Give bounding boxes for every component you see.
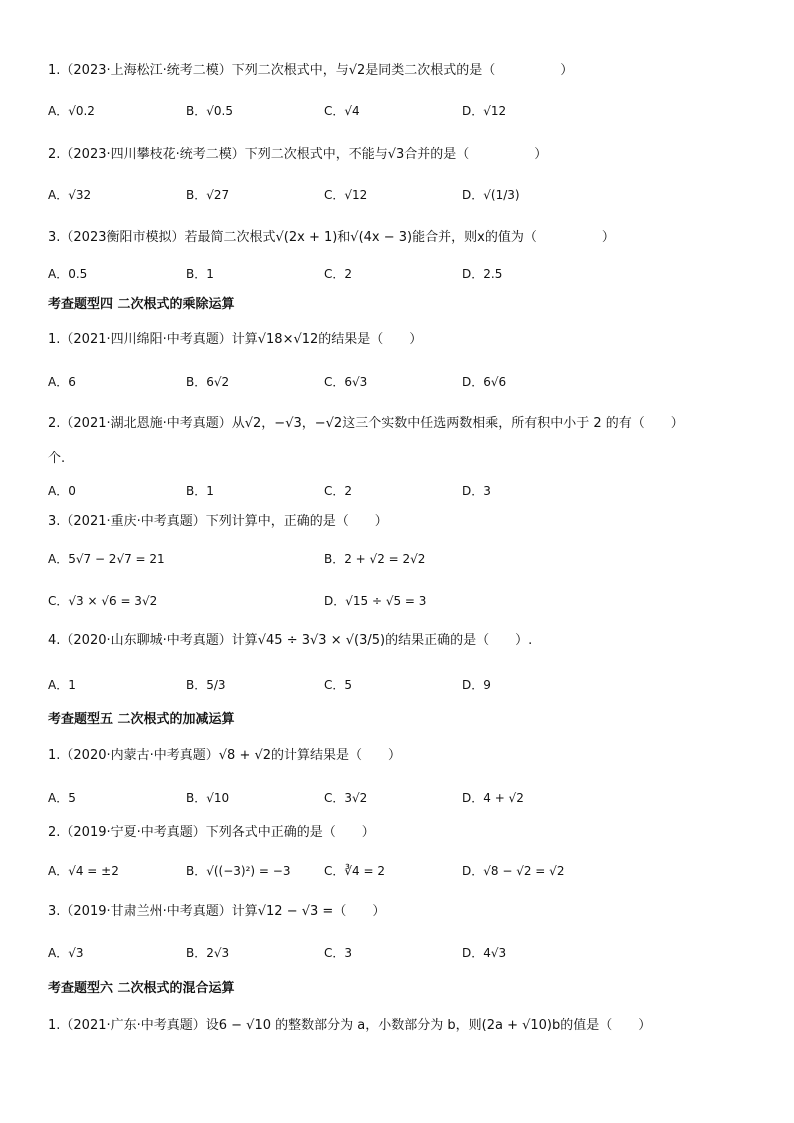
question-text: 2.（2021·湖北恩施·中考真题）从√2，−√3，−√2这三个实数中任选两数相乘，所有积中小于 2 的有（ ）: [48, 416, 684, 431]
section-heading: 考查题型四 二次根式的乘除运算: [48, 297, 235, 312]
option-b[interactable]: B．1: [186, 267, 214, 281]
option-a[interactable]: A．√4 = ±2: [48, 864, 119, 878]
option-b[interactable]: B．√((−3)²) = −3: [186, 864, 291, 878]
option-b[interactable]: B．√27: [186, 188, 230, 202]
option-a[interactable]: A．1: [48, 678, 76, 692]
option-a[interactable]: A．√3: [48, 946, 84, 960]
question-text: 3.（2023衡阳市模拟）若最简二次根式√(2x + 1)和√(4x − 3)能合并，则x的值为（ ）: [48, 230, 615, 245]
option-b[interactable]: B．√10: [186, 791, 230, 805]
option-b[interactable]: B．6√2: [186, 375, 230, 389]
section-heading: 考查题型五 二次根式的加减运算: [48, 712, 235, 727]
question-text: 3.（2021·重庆·中考真题）下列计算中，正确的是（ ）: [48, 514, 388, 529]
option-b[interactable]: B．2√3: [186, 946, 230, 960]
question-text: 3.（2019·甘肃兰州·中考真题）计算√12 − √3 =（ ）: [48, 904, 386, 919]
option-b[interactable]: B．5/3: [186, 678, 226, 692]
option-c[interactable]: C．√12: [324, 188, 368, 202]
option-a[interactable]: A．0.5: [48, 267, 88, 281]
option-c[interactable]: C．6√3: [324, 375, 368, 389]
section-heading: 考查题型六 二次根式的混合运算: [48, 981, 235, 996]
option-a[interactable]: A．0: [48, 484, 76, 498]
option-b[interactable]: B．√0.5: [186, 104, 233, 118]
option-d[interactable]: D．6√6: [462, 375, 507, 389]
option-c[interactable]: C．∛4 = 2: [324, 864, 385, 878]
option-c[interactable]: C．3: [324, 946, 353, 960]
question-text: 2.（2019·宁夏·中考真题）下列各式中正确的是（ ）: [48, 825, 375, 840]
option-c[interactable]: C．3√2: [324, 791, 368, 805]
option-d[interactable]: D．4√3: [462, 946, 507, 960]
option-c[interactable]: C．5: [324, 678, 353, 692]
option-b[interactable]: B．2 + √2 = 2√2: [324, 552, 426, 566]
option-a[interactable]: A．√32: [48, 188, 92, 202]
question-text: 1.（2021·广东·中考真题）设6 − √10 的整数部分为 a，小数部分为 b，则(2a + √10)b的值是（ ）: [48, 1018, 652, 1033]
question-text: 1.（2020·内蒙古·中考真题）√8 + √2的计算结果是（ ）: [48, 748, 402, 763]
option-c[interactable]: C．2: [324, 267, 353, 281]
option-d[interactable]: D．√8 − √2 = √2: [462, 864, 565, 878]
option-b[interactable]: B．1: [186, 484, 214, 498]
option-d[interactable]: D．9: [462, 678, 491, 692]
question-text-continued: 个.: [48, 451, 66, 466]
option-d[interactable]: D．√12: [462, 104, 507, 118]
option-a[interactable]: A．√0.2: [48, 104, 95, 118]
option-d[interactable]: D．4 + √2: [462, 791, 524, 805]
option-d[interactable]: D．√(1/3): [462, 188, 520, 202]
question-text: 4.（2020·山东聊城·中考真题）计算√45 ÷ 3√3 × √(3/5)的结果正确的是（ ）.: [48, 633, 533, 648]
option-d[interactable]: D．2.5: [462, 267, 503, 281]
option-a[interactable]: A．5: [48, 791, 76, 805]
option-c[interactable]: C．√3 × √6 = 3√2: [48, 594, 158, 608]
question-text: 2.（2023·四川攀枝花·统考二模）下列二次根式中，不能与√3合并的是（ ）: [48, 147, 548, 162]
question-text: 1.（2023·上海松江·统考二模）下列二次根式中，与√2是同类二次根式的是（ ）: [48, 63, 574, 78]
option-c[interactable]: C．√4: [324, 104, 360, 118]
question-text: 1.（2021·四川绵阳·中考真题）计算√18×√12的结果是（ ）: [48, 332, 423, 347]
option-d[interactable]: D．3: [462, 484, 491, 498]
option-a[interactable]: A．6: [48, 375, 76, 389]
option-d[interactable]: D．√15 ÷ √5 = 3: [324, 594, 427, 608]
option-a[interactable]: A．5√7 − 2√7 = 21: [48, 552, 165, 566]
option-c[interactable]: C．2: [324, 484, 353, 498]
